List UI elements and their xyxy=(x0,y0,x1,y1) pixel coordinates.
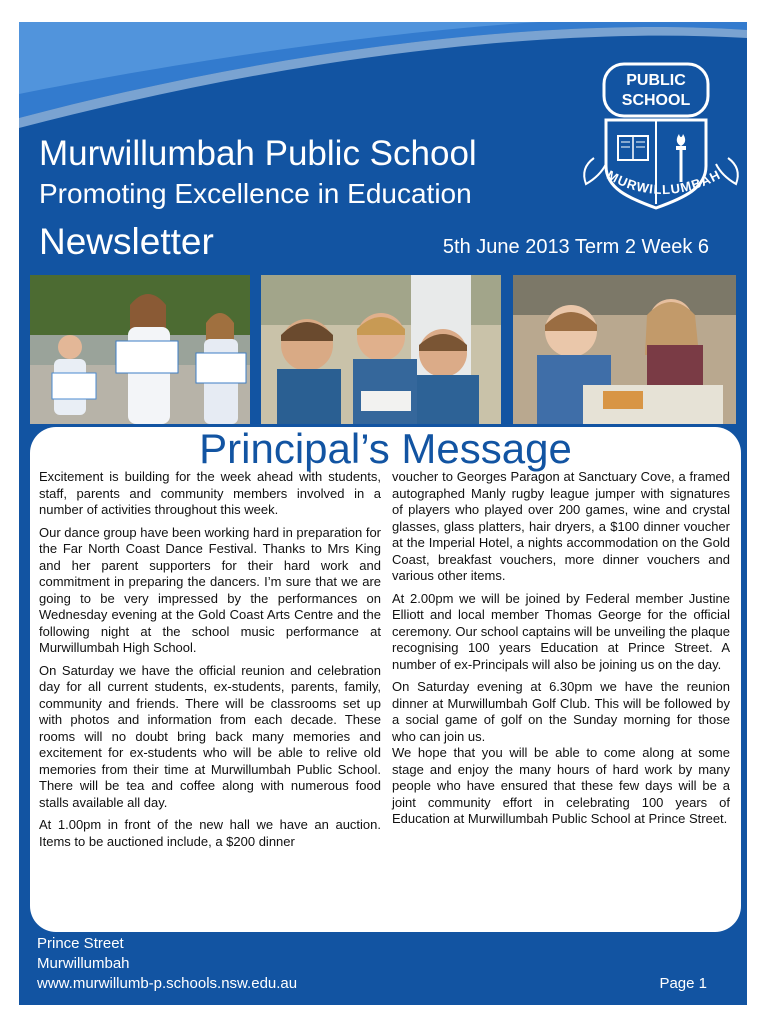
newsletter-title: Newsletter xyxy=(39,221,214,262)
article-paragraph: At 2.00pm we will be joined by Federal member Justine Elliott and local member Thomas George for the official ceremony. Our school captains will be unveiling the plaque recognising 100 years Education at Prince Street. A number of ex-Principals will also be joining us on the day. xyxy=(392,590,730,672)
principals-message-panel xyxy=(30,427,741,932)
crest-top-text-1: PUBLIC xyxy=(626,72,686,89)
footer-website-link[interactable]: www.murwillumb-p.schools.nsw.edu.au xyxy=(37,975,298,992)
page-number: Page 1 xyxy=(659,975,707,992)
article-paragraph: voucher to Georges Paragon at Sanctuary Cove, a framed autographed Manly rugby league jumper with signatures of players who played over 200 games, wine and crystal glasses, glass platters, hair dryers, a $100 dinner voucher at the Imperial Hotel, a nights accommodation on the Gold Coast, breakfast vouchers, more dinner vouchers and various other items. xyxy=(392,469,730,583)
article-paragraph: On Saturday we have the official reunion and celebration day for all current students, ex-students, parents, family, community and friends. There will be classrooms set up with photos and information from each decade. These rooms will no doubt bring back many memories and excitement for ex-students who will be able to relive old memories from their time at Murwillumbah Public School. There will be tea and coffee along with numerous food stalls available all day. xyxy=(39,662,381,810)
boys-at-desk-photo xyxy=(261,275,501,424)
footer-address xyxy=(37,934,297,994)
children-at-activity-photo xyxy=(513,275,736,424)
article-paragraph: Excitement is building for the week ahead with students, staff, parents and community members involved in a number of activities throughout this week. xyxy=(39,469,381,517)
students-with-certificates-photo xyxy=(30,275,250,424)
footer-town: Murwillumbah xyxy=(37,955,130,972)
school-name: Murwillumbah Public School xyxy=(39,134,477,173)
issue-date: 5th June 2013 Term 2 Week 6 xyxy=(442,236,709,258)
article-right-column xyxy=(392,469,730,828)
article-paragraph: We hope that you will be able to come along at some stage and enjoy the many hours of hard work by many people who have ensured that these few days will be a joint community effort in celebrating 100 years of Education at Murwillumbah Public School at Prince Street. xyxy=(392,745,730,826)
article-paragraph: Our dance group have been working hard in preparation for the Far North Coast Dance Festival. Thanks to Mrs King and her parent supporters for their hard work and commitment in preparing the dancers. I’m sure that we are going to be very impressed by the performances on Wednesday evening at the Gold Coast Arts Centre and the following night at the school music performance at Murwillumbah High School. xyxy=(39,524,381,655)
footer-street: Prince Street xyxy=(37,935,124,952)
school-motto: Promoting Excellence in Education xyxy=(39,178,472,209)
article-paragraph: At 1.00pm in front of the new hall we have an auction. Items to be auctioned include, a $200 dinner xyxy=(39,817,381,849)
crest-arc-text: MURWILLUMBAH xyxy=(604,166,724,198)
article-paragraph: On Saturday evening at 6.30pm we have the reunion dinner at Murwillumbah Golf Club. This will be followed by a social game of golf on the Sunday morning for those who can join us. xyxy=(392,679,730,744)
school-crest-logo xyxy=(576,58,746,218)
article-left-column xyxy=(39,469,381,850)
newsletter-page xyxy=(19,22,747,1005)
principals-message-heading: Principal’s Message xyxy=(199,427,572,472)
crest-top-text-2: SCHOOL xyxy=(621,92,691,109)
